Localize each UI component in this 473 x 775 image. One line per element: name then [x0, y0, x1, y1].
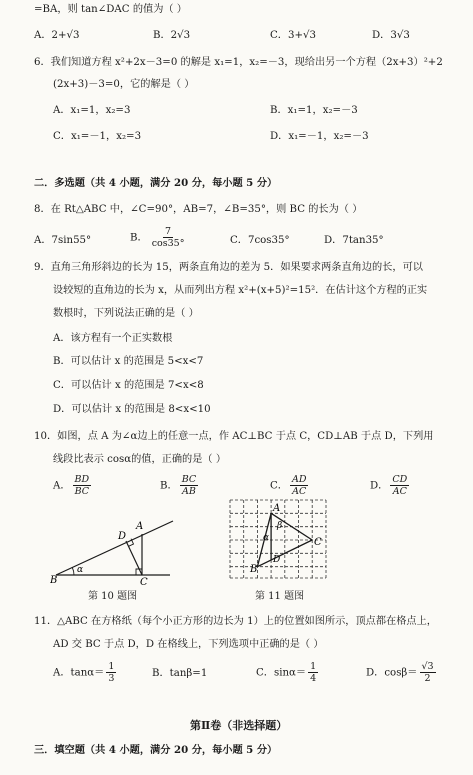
q10-option-b-numerator: BC: [181, 474, 197, 485]
q9-stem-line1: 9．直角三角形斜边的长为 15，两条直角边的差为 5．如果要求两条直角边的长，可以: [34, 262, 423, 273]
q8-option-b: [130, 226, 188, 249]
q10-option-c-numerator: AD: [291, 474, 307, 485]
q8-option-c: C．7cos35°: [230, 235, 290, 246]
figure-11-caption: 第 11 题图: [255, 591, 305, 602]
q5-option-d: D．3√3: [372, 30, 410, 41]
q6-option-d: D．x₁=－1，x₂=－3: [270, 131, 369, 142]
q11-option-a-label: A．tanα＝: [53, 667, 105, 679]
fig10-segment-cd: [126, 541, 142, 575]
q8-option-b-numerator: 7: [165, 226, 172, 237]
q9-stem-line2: 设较短的直角边的长为 x，从而列出方程 x²+(x+5)²=15²．在估计这个方程的正实: [53, 285, 428, 296]
q8-option-a: A．7sin55°: [34, 235, 92, 246]
q11-option-d-denominator: 2: [424, 673, 431, 684]
fig10-label-b: B: [50, 575, 58, 585]
q11-option-c-label: C．sinα＝: [256, 667, 307, 679]
q5-option-a: A．2+√3: [34, 30, 80, 41]
fig10-ray-ba: [56, 521, 173, 575]
q5-option-c: C．3+√3: [270, 30, 316, 41]
fig11-label-c: C: [314, 537, 322, 548]
fig10-label-a: A: [136, 521, 144, 532]
q11-option-c-numerator: 1: [310, 661, 317, 672]
q11-option-d: [366, 661, 438, 684]
q10-option-c: [270, 474, 310, 497]
q11-stem-line2: AD 交 BC 于点 D，D 在格线上，下列选项中正确的是（ ）: [53, 639, 324, 650]
q11-option-b: B．tanβ=1: [152, 668, 208, 679]
q10-option-b: [160, 474, 200, 497]
q10-option-d-numerator: CD: [392, 474, 408, 485]
q10-option-b-label: B．: [160, 480, 178, 492]
figure-10: [50, 505, 175, 585]
q11-option-a-numerator: 1: [108, 661, 115, 672]
fig10-label-d: D: [118, 531, 127, 542]
fig11-label-a: A: [273, 503, 281, 514]
q9-stem-line3: 数根时，下列说法正确的是（ ）: [53, 308, 199, 319]
q11-option-c: [256, 661, 320, 684]
q11-option-d-label: D．cosβ＝: [366, 667, 418, 679]
q11-option-a: [53, 661, 118, 684]
q6-option-b: B．x₁=1，x₂=－3: [270, 105, 358, 116]
q8-option-d: D．7tan35°: [324, 235, 384, 246]
q9-option-a: A．该方程有一个正实数根: [53, 333, 173, 344]
q9-option-c: C．可以估计 x 的范围是 7<x<8: [53, 380, 204, 391]
q10-option-d-fraction: [390, 474, 409, 497]
fig10-label-alpha: α: [77, 565, 84, 575]
q10-stem-line2: 线段比表示 cosα的值，正确的是（ ）: [53, 454, 227, 465]
q6-stem-line1: 6．我们知道方程 x²+2x－3=0 的解是 x₁=1，x₂=－3，现给出另一个方程（2x+3）²+2: [34, 57, 443, 68]
q11-option-c-fraction: [308, 661, 318, 684]
fig11-label-b: B: [250, 564, 258, 575]
q5-option-b: B．2√3: [153, 30, 191, 41]
q10-option-c-label: C．: [270, 480, 288, 492]
q9-option-b: B．可以估计 x 的范围是 5<x<7: [53, 356, 204, 367]
q5-stem-tail: =BA，则 tan∠DAC 的值为（ ）: [34, 4, 187, 15]
q6-stem-line2: (2x+3)－3=0，它的解是（ ）: [53, 79, 195, 90]
fig10-label-c: C: [140, 577, 148, 585]
q11-option-c-denominator: 4: [310, 673, 317, 684]
q10-option-a-numerator: BD: [74, 474, 90, 485]
q8-option-b-denominator: cos35°: [151, 238, 185, 249]
fig10-angle-arc: [72, 568, 74, 576]
q10-option-a-denominator: BC: [74, 486, 90, 497]
q10-option-d-denominator: AC: [392, 486, 407, 497]
q10-option-a: [53, 474, 93, 497]
q10-option-c-denominator: AC: [292, 486, 307, 497]
q6-option-c: C．x₁=－1，x₂=3: [53, 131, 142, 142]
section-fill-in-heading: 三．填空题（共 4 小题，满分 20 分，每小题 5 分）: [34, 744, 278, 756]
fig11-label-d: D: [273, 555, 281, 565]
q10-option-a-fraction: [73, 474, 92, 497]
q10-option-c-fraction: [290, 474, 308, 497]
q10-option-b-denominator: AB: [181, 486, 196, 497]
q10-option-d: [370, 474, 411, 497]
q11-option-d-numerator: √3: [421, 661, 434, 672]
part2-title: 第Ⅱ卷（非选择题）: [190, 719, 288, 732]
fig11-label-beta: β: [277, 521, 283, 531]
q8-option-b-fraction: [150, 226, 187, 249]
q9-option-d: D．可以估计 x 的范围是 8<x<10: [53, 404, 211, 415]
q10-option-d-label: D．: [370, 480, 389, 492]
q10-option-b-fraction: [180, 474, 198, 497]
q8-option-b-label: B．: [130, 232, 148, 244]
q10-option-a-label: A．: [53, 480, 71, 492]
section-multiple-choice-heading: 二．多选题（共 4 小题，满分 20 分，每小题 5 分）: [34, 177, 278, 189]
figure-10-caption: 第 10 题图: [88, 591, 138, 602]
q10-stem-line1: 10．如图，点 A 为∠α边上的任意一点，作 AC⊥BC 于点 C，CD⊥AB 于点 D，下列用: [34, 431, 434, 442]
q6-option-a: A．x₁=1，x₂=3: [53, 105, 131, 116]
q11-stem-line1: 11．△ABC 在方格纸（每个小正方形的边长为 1）上的位置如图所示，顶点都在格点上，: [34, 616, 437, 627]
figure-11: [228, 498, 338, 580]
fig11-label-alpha: α: [263, 533, 270, 543]
q11-option-a-fraction: [106, 661, 116, 684]
q11-option-a-denominator: 3: [108, 673, 115, 684]
q11-option-d-fraction: [420, 661, 436, 684]
q8-stem: 8．在 Rt△ABC 中，∠C=90°，AB=7，∠B=35°，则 BC 的长为（ ）: [34, 204, 363, 215]
